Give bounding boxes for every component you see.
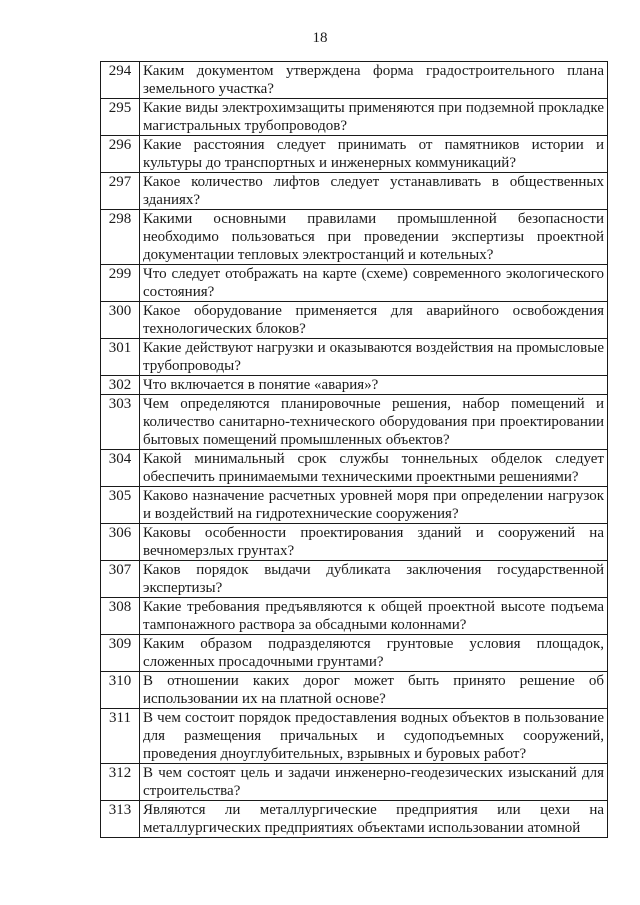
question-text: Какими основными правилами промышленной безопасности необходимо пользоваться при проведении экспертизы проектной документации тепловых электростанций и котельных?: [140, 210, 608, 265]
question-text: В чем состоит порядок предоставления водных объектов в пользование для размещения причальных и судоподъемных сооружений, проведения дноуглубительных, взрывных и буровых работ?: [140, 709, 608, 764]
question-text: Что включается в понятие «авария»?: [140, 376, 608, 395]
page-number: 18: [312, 30, 328, 46]
table-row: [101, 635, 608, 672]
question-number: 306: [101, 524, 140, 561]
question-number: 298: [101, 210, 140, 265]
table-row: [101, 339, 608, 376]
question-text: В чем состоят цель и задачи инженерно-геодезических изысканий для строительства?: [140, 764, 608, 801]
question-text: Какое количество лифтов следует устанавливать в общественных зданиях?: [140, 173, 608, 210]
table-row: [101, 487, 608, 524]
question-number: 301: [101, 339, 140, 376]
table-row: [101, 136, 608, 173]
question-number: 313: [101, 801, 140, 838]
question-number: 302: [101, 376, 140, 395]
table-row: [101, 62, 608, 99]
question-text: Являются ли металлургические предприятия или цехи на металлургических предприятиях объектами использовании атомной: [140, 801, 608, 838]
question-text: Каково назначение расчетных уровней моря при определении нагрузок и воздействий на гидротехнические сооружения?: [140, 487, 608, 524]
table-row: [101, 524, 608, 561]
question-number: 311: [101, 709, 140, 764]
table-row: [101, 376, 608, 395]
table-row: [101, 265, 608, 302]
question-text: Какие виды электрохимзащиты применяются при подземной прокладке магистральных трубопроводов?: [140, 99, 608, 136]
question-text: Каким образом подразделяются грунтовые условия площадок, сложенных просадочными грунтами?: [140, 635, 608, 672]
table-row: [101, 709, 608, 764]
question-number: 308: [101, 598, 140, 635]
question-text: Какой минимальный срок службы тоннельных обделок следует обеспечить принимаемыми техническими проектными решениями?: [140, 450, 608, 487]
table-row: [101, 99, 608, 136]
table-row: [101, 395, 608, 450]
table-row: [101, 764, 608, 801]
question-number: 304: [101, 450, 140, 487]
table-row: [101, 801, 608, 838]
question-number: 310: [101, 672, 140, 709]
table-row: [101, 450, 608, 487]
question-number: 297: [101, 173, 140, 210]
question-text: Чем определяются планировочные решения, набор помещений и количество санитарно-технического оборудования при проектировании бытовых помещений промышленных объектов?: [140, 395, 608, 450]
questions-table: [100, 61, 608, 838]
question-number: 295: [101, 99, 140, 136]
question-number: 312: [101, 764, 140, 801]
question-number: 299: [101, 265, 140, 302]
table-row: [101, 173, 608, 210]
question-text: Каким документом утверждена форма градостроительного плана земельного участка?: [140, 62, 608, 99]
question-text: Какие требования предъявляются к общей проектной высоте подъема тампонажного раствора за обсадными колоннами?: [140, 598, 608, 635]
question-text: Какие расстояния следует принимать от памятников истории и культуры до транспортных и инженерных коммуникаций?: [140, 136, 608, 173]
table-row: [101, 210, 608, 265]
table-row: [101, 302, 608, 339]
question-text: Каков порядок выдачи дубликата заключения государственной экспертизы?: [140, 561, 608, 598]
question-number: 307: [101, 561, 140, 598]
table-row: [101, 672, 608, 709]
question-number: 300: [101, 302, 140, 339]
question-text: В отношении каких дорог может быть принято решение об использовании их на платной основе?: [140, 672, 608, 709]
table-row: [101, 561, 608, 598]
question-number: 303: [101, 395, 140, 450]
question-number: 305: [101, 487, 140, 524]
question-text: Какие действуют нагрузки и оказываются воздействия на промысловые трубопроводы?: [140, 339, 608, 376]
question-text: Что следует отображать на карте (схеме) современного экологического состояния?: [140, 265, 608, 302]
question-number: 296: [101, 136, 140, 173]
question-text: Какое оборудование применяется для аварийного освобождения технологических блоков?: [140, 302, 608, 339]
question-text: Каковы особенности проектирования зданий и сооружений на вечномерзлых грунтах?: [140, 524, 608, 561]
question-number: 294: [101, 62, 140, 99]
table-row: [101, 598, 608, 635]
question-number: 309: [101, 635, 140, 672]
